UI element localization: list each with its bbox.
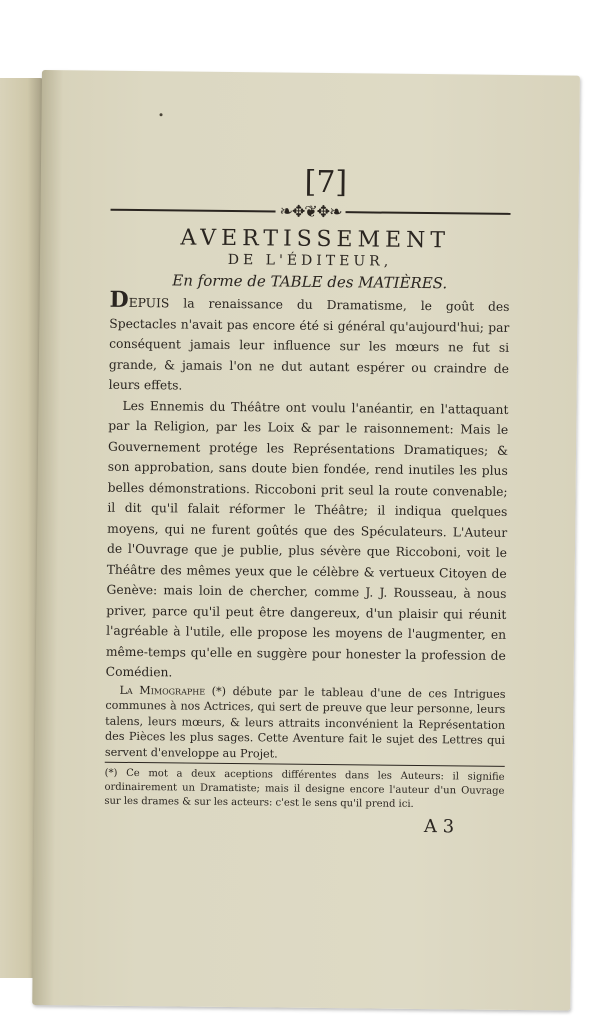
paragraph-3 [105,682,506,764]
book-page [32,70,580,1011]
ornamental-rule [110,200,510,223]
paragraph-2: Les Ennemis du Théâtre ont voulu l'anéantir, en l'attaquant par la Religion, par les Loix & par le raisonnement: Mais le Gouvernement protége les Représentations Dramatiques; & son approbation, sans doute bien fondée, rend inutiles les plus belles démonstrations. Riccoboni prit seul la route convenable; il dit qu'il falait réformer le Théâtre; il indiqua quelques moyens, qui ne furent goûtés que des Spéculateurs. L'Auteur de l'Ouvrage que je publie, plus sévère que Riccoboni, voit le Théâtre des mêmes yeux que le célèbre & vertueux Citoyen de Genève: mais loin de chercher, comme J. J. Rousseau, à nous priver, parce qu'il peut être dangereux, d'un plaisir qui réunit l'agréable à l'utile, elle propose les moyens de l'augmenter, en même-temps qu'elle en suggère pour honester la profession de Comédien. [105,398,509,680]
paragraph-1-lead: EPUIS [128,295,170,311]
page-number: [7] [304,164,348,201]
paragraph-1-text: la renaissance du Dramatisme, le goût des Spectacles n'avait pas encore été si général qu'aujourd'hui; par conséquent jamais leur influence sur les mœurs ne fut si grande, & jamais l'on ne dut autant espérer ou craindre de leurs effets. [108,296,510,393]
signature-mark: A 3 [423,816,455,838]
paragraph-3-text: (*) débute par le tableau d'une de ces Intrigues communes à nos Actrices, qui sert de preuve que leur personne, leurs talens, leurs mœurs, & leurs attraits inconvénient la Représentation des Pièces les plus sages. Cette Aventure fait le sujet des Lettres qui servent d'enveloppe au Projet. [104,684,506,761]
heading-title: AVERTISSEMENT [180,225,451,254]
drop-cap: D [109,286,129,313]
ornament-glyphs: ❧✥❦✥❧ [279,201,342,222]
ornament-rule-right [346,211,511,215]
ornament-rule-left [111,208,276,212]
footnote: (*) Ce mot a deux aceptions différentes dans les Auteurs: il signifie ordinairement un Dramatiste; mais il designe encore l'auteur d'un Ouvrage sur les drames & sur les acteurs: c'est le sens qu'il prend ici. [104,768,505,811]
heading-subtitle: DE L'ÉDITEUR, [227,251,393,270]
paragraph-3-lead: La Mimographe [119,683,206,698]
page-text-block [104,163,511,839]
paper-speck [160,113,163,116]
heading-form-line: En forme de TABLE des MATIÈRES. [172,271,448,293]
paragraph-1 [108,286,510,400]
